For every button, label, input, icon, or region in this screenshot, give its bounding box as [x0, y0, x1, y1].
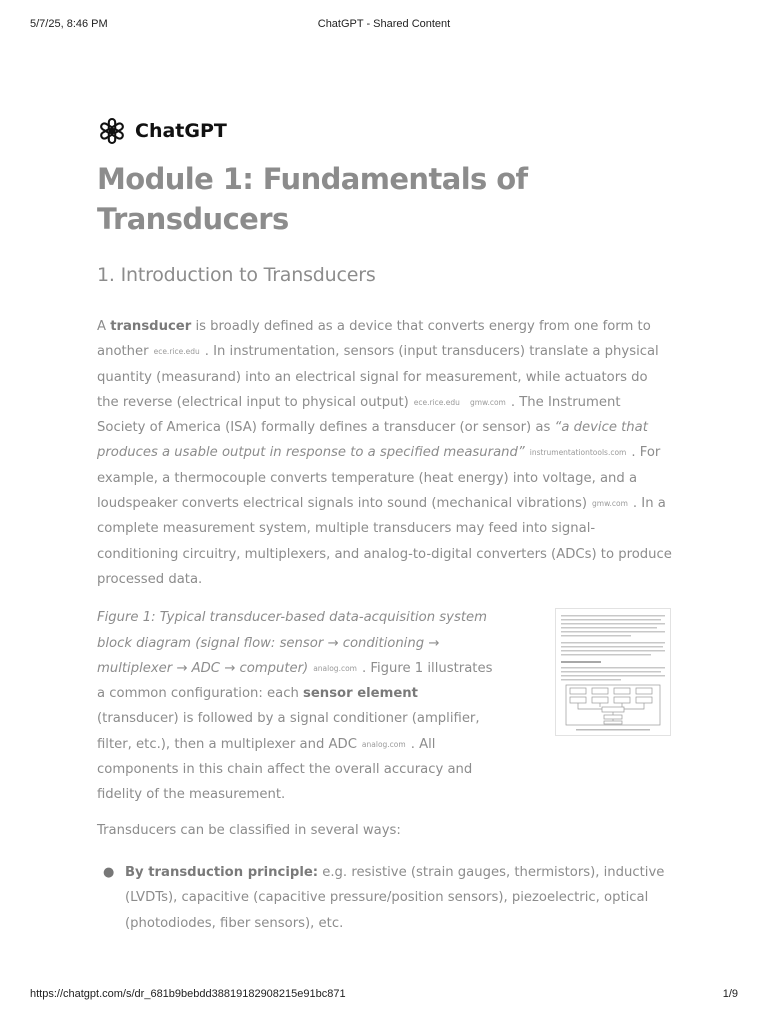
print-header	[30, 18, 738, 34]
citation-link[interactable]: gmw.com	[592, 499, 628, 509]
brand	[97, 114, 673, 148]
openai-logo-icon	[97, 116, 127, 146]
term-transducer: transducer	[110, 319, 192, 334]
document-content	[97, 114, 673, 936]
classification-list	[97, 860, 673, 936]
figure-thumbnail[interactable]	[555, 608, 671, 736]
classification-intro: Transducers can be classified in several ways:	[97, 822, 401, 838]
print-footer	[30, 988, 738, 1004]
citation-link[interactable]: ece.rice.edu	[413, 397, 460, 407]
print-title: ChatGPT - Shared Content	[317, 18, 451, 30]
print-datetime: 5/7/25, 8:46 PM	[30, 18, 108, 30]
list-item: ● By transduction principle: e.g. resistive (strain gauges, thermistors), inductive (LVDTs), capacitive (capacitive pressure/position sensors), piezoelectric, optical (photodiodes, fiber sensors), etc.	[97, 860, 673, 936]
bullet-icon: ●	[103, 864, 115, 880]
block-diagram-image	[556, 609, 670, 735]
section-title: 1. Introduction to Transducers	[97, 264, 376, 286]
page-title: Module 1: Fundamentals of Transducers	[97, 162, 528, 236]
brand-name: ChatGPT	[135, 120, 227, 142]
citation-link[interactable]: instrumentationtools.com	[529, 448, 627, 458]
citation-link[interactable]: analog.com	[361, 739, 406, 749]
intro-paragraph: A transducer is broadly defined as a device that converts energy from one form to another ece.rice.edu . In instrumentation, sensors (input transducers) translate a physical quantity (measurand) into an electrical signal for measurement, while actuators do the reverse (electrical input to physical output) ece.rice.edu gmw.com . The Instrument Society of America (ISA) formally defines a transducer (or sensor) as “a device that produces a usable output in response to a specified measurand” instrumentationtools.com . For example, a thermocouple converts temperature (heat energy) into voltage, and a loudspeaker converts electrical signals into sound (mechanical vibrations) gmw.com . In a complete measurement system, multiple transducers may feed into signal-conditioning circuitry, multiplexers, and analog-to-digital converters (ADCs) to produce processed data.	[97, 319, 672, 587]
citation-link[interactable]: gmw.com	[469, 397, 506, 407]
citation-link[interactable]: ece.rice.edu	[153, 347, 200, 357]
page-number: 1/9	[722, 988, 738, 1000]
term-sensor-element: sensor element	[303, 686, 418, 702]
figure-block	[97, 605, 673, 807]
isa-definition-quote: “a device that produces a usable output in response to a specified measurand”	[97, 420, 648, 461]
page-url: https://chatgpt.com/s/dr_681b9bebdd38819182908215e91bc871	[30, 988, 346, 1000]
figure-caption: Figure 1: Typical transducer-based data-acquisition system block diagram (signal flow: sensor → conditioning → multiplexer → ADC → computer)	[97, 610, 487, 676]
citation-link[interactable]: analog.com	[313, 663, 357, 673]
figure-paragraph: Figure 1: Typical transducer-based data-acquisition system block diagram (signal flow: sensor → conditioning → multiplexer → ADC → computer) analog.com . Figure 1 illustrates a common configuration: each sensor element (transducer) is followed by a signal conditioner (amplifier, filter, etc.), then a multiplexer and ADC analog.com . All components in this chain affect the overall accuracy and fidelity of the measurement.	[97, 610, 493, 803]
